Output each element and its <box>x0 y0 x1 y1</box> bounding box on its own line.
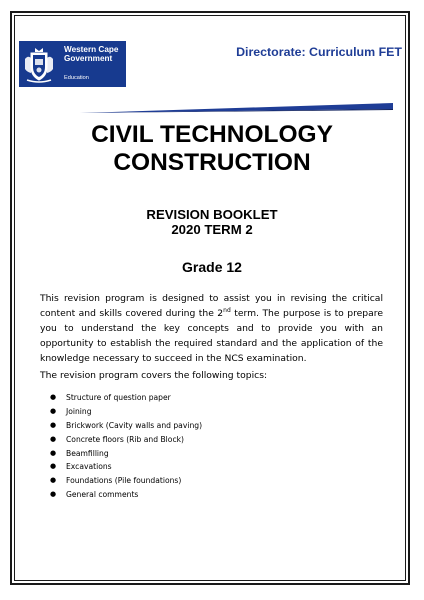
title-line1: CIVIL TECHNOLOGY <box>91 121 333 148</box>
intro-text-part1: This revision program is designed to assist you in revising the critical content and skills covered during the 2 <box>40 293 383 319</box>
logo-name <box>64 45 124 64</box>
topic-item <box>50 391 202 405</box>
subtitle-line2: 2020 TERM 2 <box>171 222 253 237</box>
topic-text: Beamfilling <box>66 448 109 458</box>
logo-department: Education <box>64 75 89 81</box>
directorate-heading: Directorate: Curriculum FET <box>236 45 402 59</box>
bullet-icon: ● <box>50 448 57 457</box>
topic-item <box>50 447 202 461</box>
topic-item <box>50 488 202 502</box>
intro-text-part2: term. The purpose is to prepare you to understand the key concepts and to provide you with an opportunity to establish the required standard and the application of the knowledge necessary to succeed in the NCS examination. <box>40 308 383 364</box>
topic-text: Joining <box>66 406 92 416</box>
bullet-icon: ● <box>50 476 57 485</box>
topics-list <box>50 391 202 502</box>
document-subtitle <box>20 207 404 237</box>
topic-text: Brickwork (Cavity walls and paving) <box>66 420 203 430</box>
topic-text: Concrete floors (Rib and Block) <box>66 434 184 444</box>
intro-paragraph <box>40 291 383 366</box>
wcg-logo <box>19 41 126 87</box>
document-title <box>20 121 404 177</box>
bullet-icon: ● <box>50 462 57 471</box>
topic-item <box>50 419 202 433</box>
grade-heading: Grade 12 <box>182 259 242 275</box>
logo-name-line1: Western Cape <box>64 45 119 54</box>
title-line2: CONSTRUCTION <box>113 149 311 176</box>
topic-item <box>50 460 202 474</box>
topic-item <box>50 405 202 419</box>
topic-text: Foundations (Pile foundations) <box>66 476 182 486</box>
bullet-icon: ● <box>50 393 57 401</box>
bullet-icon: ● <box>50 420 57 429</box>
bullet-icon: ● <box>50 406 57 415</box>
topic-item <box>50 433 202 447</box>
bullet-icon: ● <box>50 434 57 443</box>
logo-name-line2: Government <box>64 54 113 64</box>
header-accent-rule <box>80 103 393 113</box>
topic-text: Excavations <box>66 462 112 472</box>
bullet-icon: ● <box>50 490 57 499</box>
subtitle-line1: REVISION BOOKLET <box>146 207 278 222</box>
topic-text: Structure of question paper <box>66 393 171 402</box>
topic-item <box>50 474 202 488</box>
topic-text: General comments <box>66 490 139 500</box>
topics-lead: The revision program covers the following topics: <box>40 370 268 381</box>
intro-superscript: nd <box>223 306 231 314</box>
coat-of-arms-icon <box>22 45 56 83</box>
